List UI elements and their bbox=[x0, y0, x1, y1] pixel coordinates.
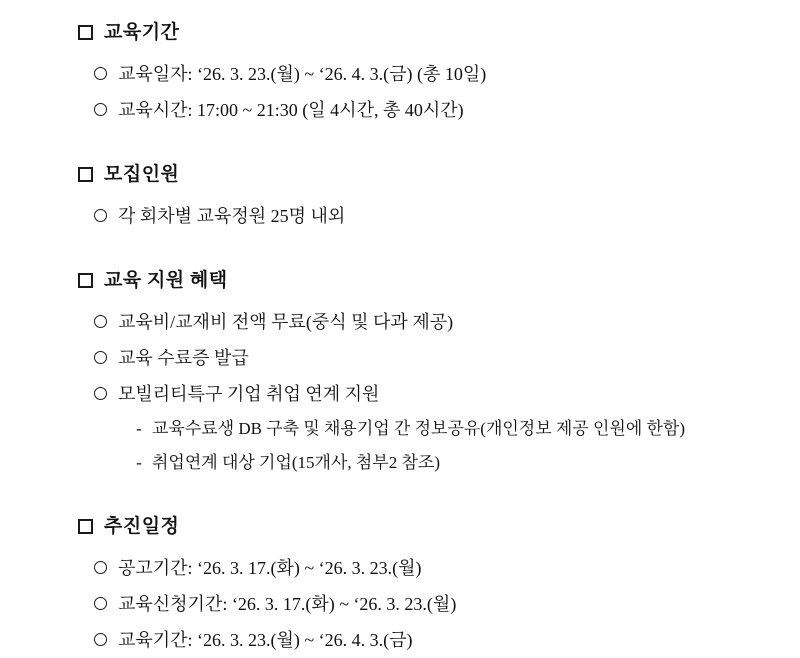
document-section bbox=[78, 160, 780, 234]
list-item-label: 모빌리티특구 기업 취업 연계 지원 bbox=[118, 384, 380, 404]
circle-bullet-icon bbox=[94, 351, 107, 364]
section-heading bbox=[78, 512, 780, 542]
list-item bbox=[78, 92, 780, 128]
circle-bullet-icon bbox=[94, 209, 107, 222]
list-item bbox=[78, 586, 780, 622]
circle-bullet-icon bbox=[94, 633, 107, 646]
list-item-label: 공고기간: ‘26. 3. 17.(화) ~ ‘26. 3. 23.(월) bbox=[118, 558, 422, 578]
list-item bbox=[78, 622, 780, 658]
checkbox-icon bbox=[78, 25, 93, 40]
section-heading bbox=[78, 18, 780, 48]
section-heading-label: 교육 지원 혜택 bbox=[104, 270, 228, 291]
circle-bullet-icon bbox=[94, 67, 107, 80]
document-section bbox=[78, 266, 780, 480]
list-item bbox=[78, 550, 780, 586]
circle-bullet-icon bbox=[94, 597, 107, 610]
section-heading-label: 교육기간 bbox=[104, 22, 180, 43]
section-spacer bbox=[78, 240, 780, 266]
document-section bbox=[78, 512, 780, 658]
list-item-label: 교육일자: ‘26. 3. 23.(월) ~ ‘26. 4. 3.(금) (총 10일) bbox=[118, 64, 487, 84]
list-item bbox=[78, 56, 780, 92]
list-item-label: 교육시간: 17:00 ~ 21:30 (일 4시간, 총 40시간) bbox=[118, 100, 464, 120]
list-item bbox=[78, 340, 780, 376]
dash-bullet-icon: - bbox=[136, 453, 142, 472]
dash-bullet-icon: - bbox=[136, 419, 142, 438]
circle-bullet-icon bbox=[94, 561, 107, 574]
list-item bbox=[78, 304, 780, 340]
list-item-label: 교육비/교재비 전액 무료(중식 및 다과 제공) bbox=[118, 312, 454, 332]
checkbox-icon bbox=[78, 167, 93, 182]
section-heading bbox=[78, 266, 780, 296]
list-item-label: 교육 수료증 발급 bbox=[118, 348, 249, 368]
section-heading-label: 추진일정 bbox=[104, 516, 180, 537]
list-item-label: 각 회차별 교육정원 25명 내외 bbox=[118, 206, 346, 226]
list-subitem bbox=[78, 446, 780, 480]
circle-bullet-icon bbox=[94, 387, 107, 400]
list-item bbox=[78, 198, 780, 234]
list-item-label: 교육신청기간: ‘26. 3. 17.(화) ~ ‘26. 3. 23.(월) bbox=[118, 594, 457, 614]
circle-bullet-icon bbox=[94, 103, 107, 116]
list-item bbox=[78, 376, 780, 412]
document-section bbox=[78, 18, 780, 128]
checkbox-icon bbox=[78, 273, 93, 288]
section-heading-label: 모집인원 bbox=[104, 164, 180, 185]
list-subitem-label: 교육수료생 DB 구축 및 채용기업 간 정보공유(개인정보 제공 인원에 한함) bbox=[152, 419, 686, 438]
list-subitem-label: 취업연계 대상 기업(15개사, 첨부2 참조) bbox=[152, 453, 440, 472]
section-spacer bbox=[78, 486, 780, 512]
circle-bullet-icon bbox=[94, 315, 107, 328]
list-item-label: 교육기간: ‘26. 3. 23.(월) ~ ‘26. 4. 3.(금) bbox=[118, 630, 413, 650]
section-heading bbox=[78, 160, 780, 190]
section-spacer bbox=[78, 134, 780, 160]
list-subitem bbox=[78, 412, 780, 446]
checkbox-icon bbox=[78, 519, 93, 534]
